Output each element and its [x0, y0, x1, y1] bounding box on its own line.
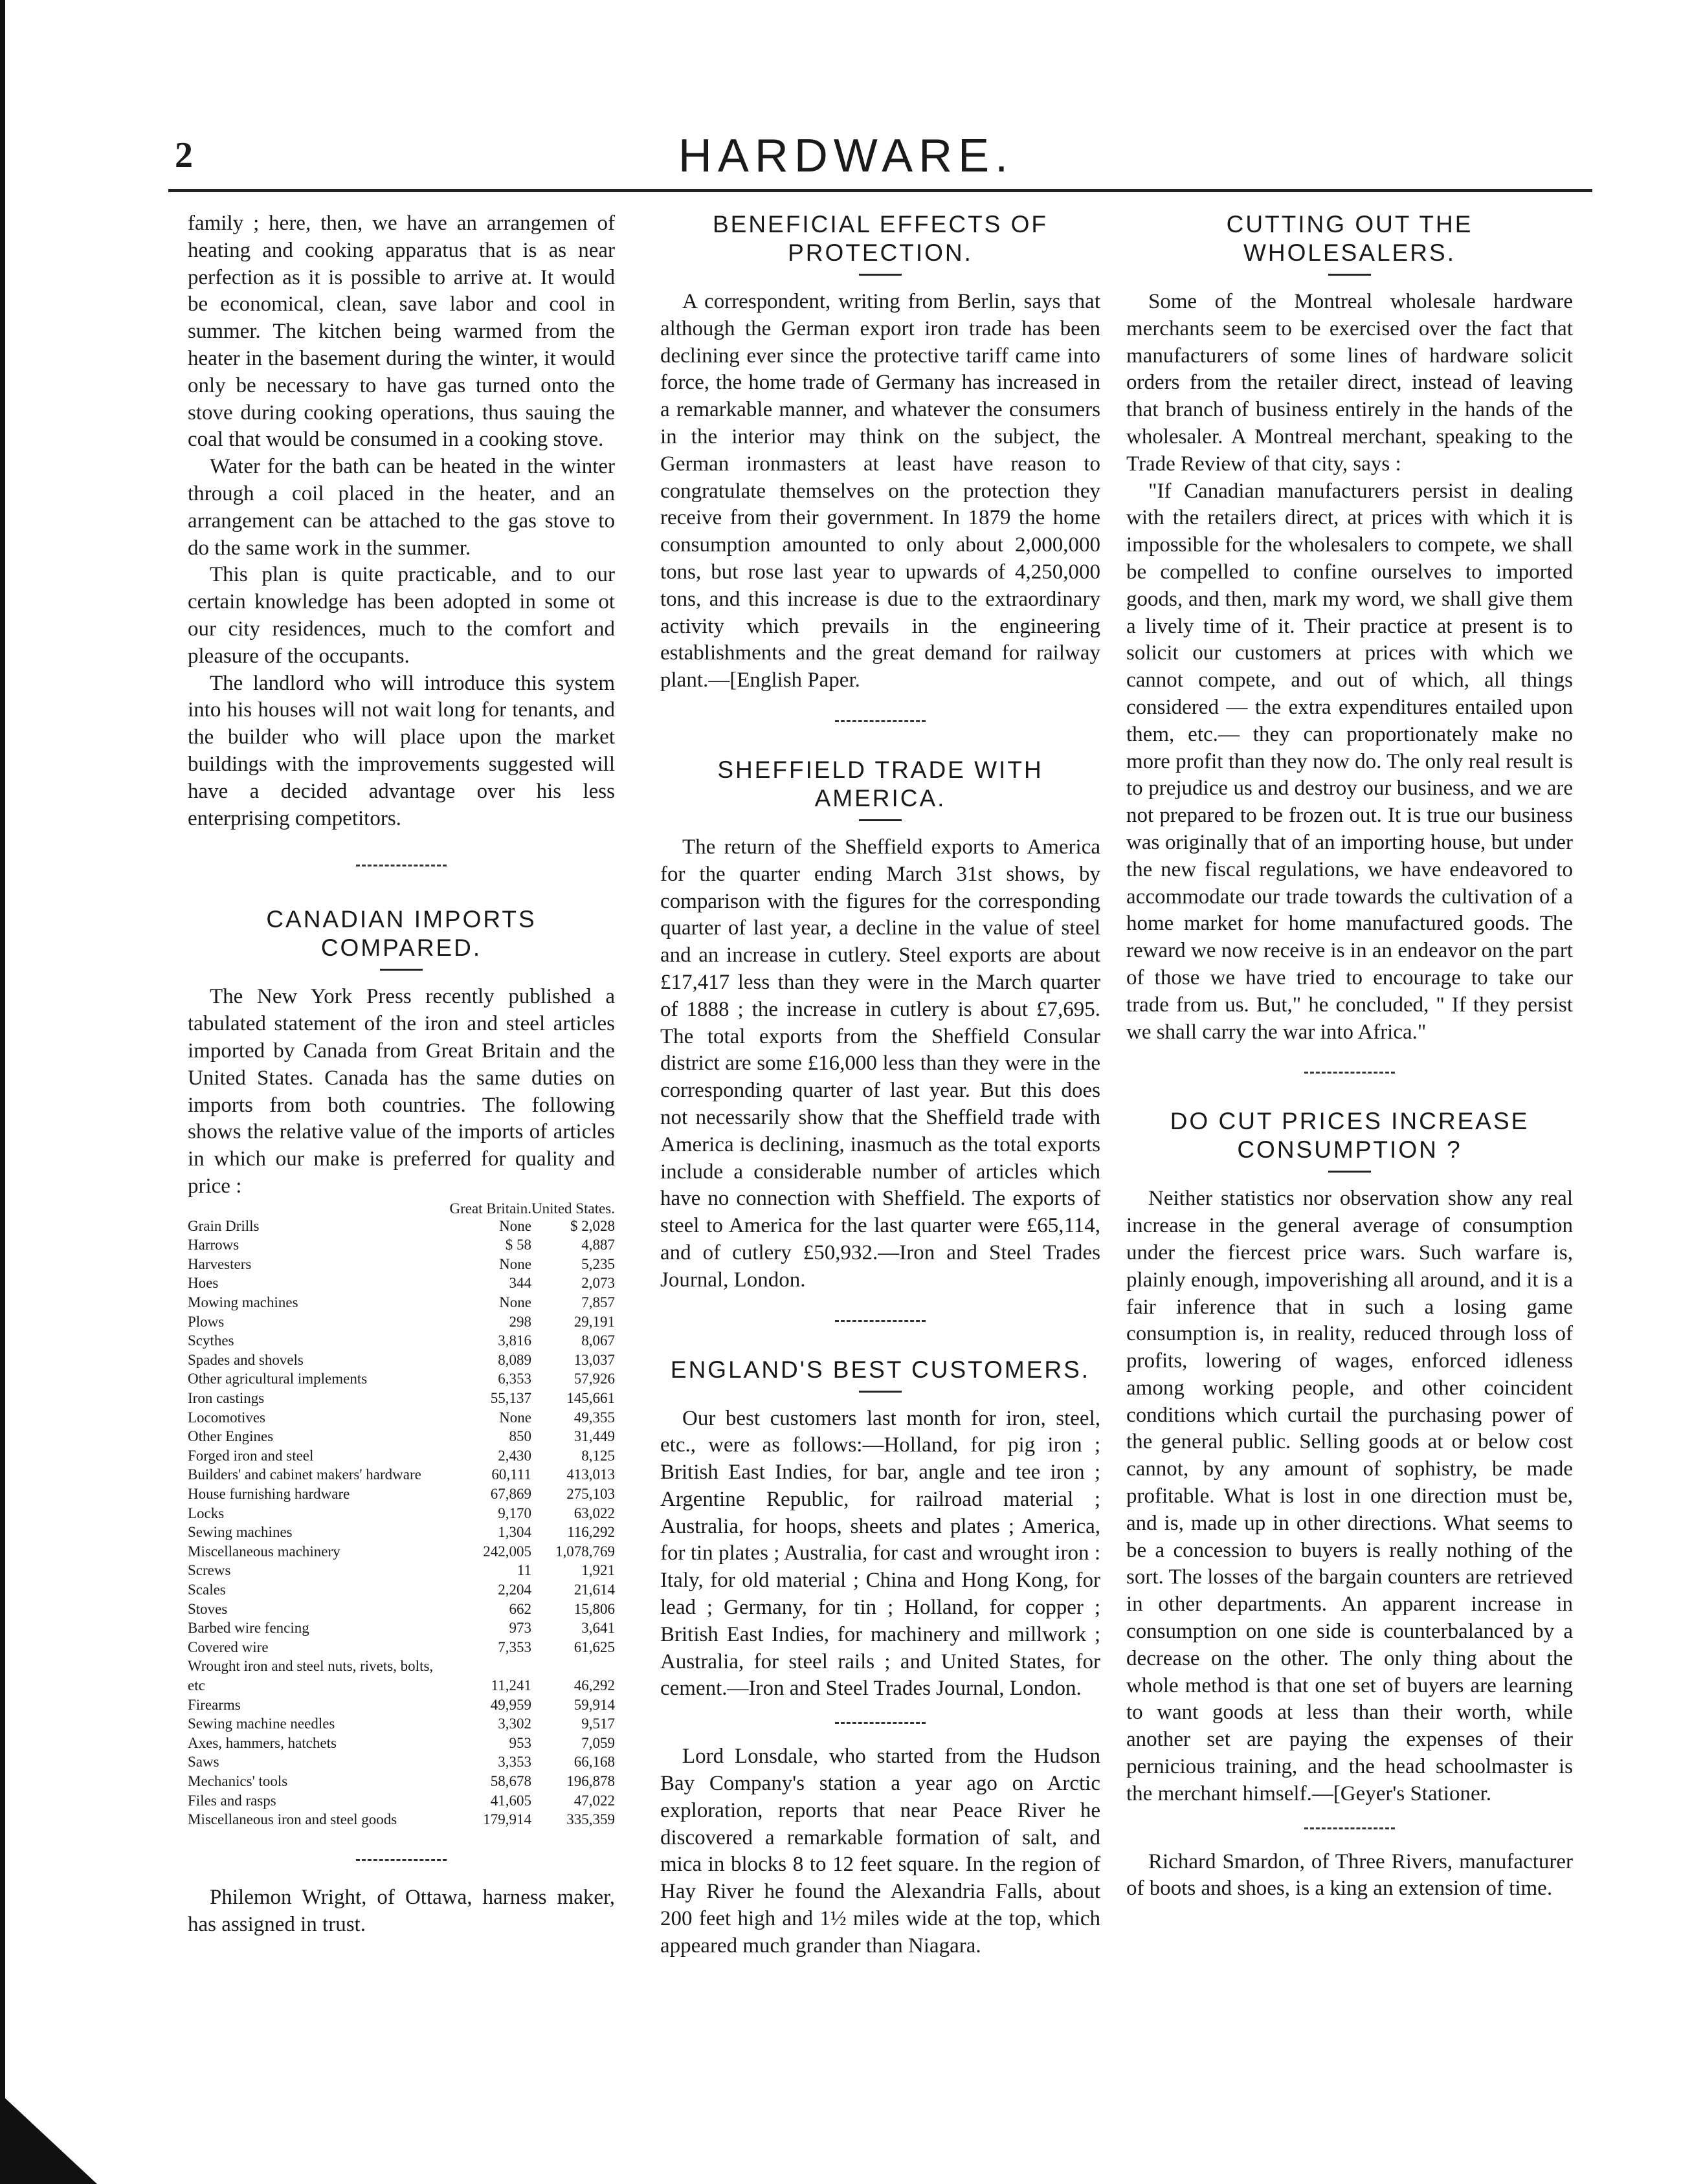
- article-paragraph: "If Canadian manufacturers persist in dealing with the retailers direct, at prices with which it is impossible for the wholesalers to compete, we shall be compelled to confine ourselves to imported goods, and then, mark my word, we shall give them a lively time of it. Their practice at present is to solicit our customers at prices with which we cannot compete, and out of which, all things considered — the extra expenditures entailed upon them, etc.— they can proportionately make no more profit than they now do. The only real result is to prejudice us and destroy our business, and we are not prepared to be frozen out. It is true our business was originally that of an importing house, but under the new fiscal regulations, we have endeavored to accommodate our trade towards the cultivation of a home market for home manufactured goods. The reward we now receive is in an endeavor on the part of those we have tried to encourage to take our trade from us. But," he concluded, " If they persist we shall carry the war into Africa.": [1126, 479, 1573, 1044]
- heading-dash: [1328, 1171, 1371, 1173]
- article-paragraph: A correspondent, writing from Berlin, says that although the German export iron trade has been declining ever since the protective tariff came into force, the home trade of Germany has increased in a remarkable manner, and whatever the consumers in the interior may think on the subject, the German ironmasters at least have reason to congratulate themselves on the protection they receive from their government. In 1879 the home consumption amounted to only about 2,000,000 tons, but rose last year to upwards of 4,250,000 tons, and this increase is due to the extraordinary activity which prevails in the engineering establishments and the great demand for railway plant.—[English Paper.: [660, 290, 1100, 692]
- cell-item: Screws: [188, 1562, 231, 1579]
- cell-great-britain: 8,089: [498, 1351, 531, 1368]
- cell-great-britain: 9,170: [498, 1505, 531, 1521]
- table-row: [188, 1427, 615, 1446]
- table-row: [188, 1657, 615, 1695]
- cell-item: Iron castings: [188, 1390, 265, 1407]
- cell-item: Harrows: [188, 1237, 239, 1253]
- table-row: [188, 1600, 615, 1619]
- cell-united-states: 7,857: [581, 1294, 615, 1311]
- heading-dash: [859, 1391, 902, 1393]
- table-row: [188, 1351, 615, 1370]
- article-paragraph: Some of the Montreal wholesale hardware merchants seem to be exercised over the fact that manufacturers of some lines of hardware solicit orders from the retailer direct, instead of leaving that branch of business entirely in the hands of the wholesaler. A Montreal merchant, speaking to the Trade Review of that city, says :: [1126, 290, 1573, 476]
- cell-united-states: 335,359: [566, 1811, 615, 1828]
- table-row: [188, 1772, 615, 1791]
- cell-great-britain: 41,605: [490, 1792, 531, 1809]
- cell-item: Locomotives: [188, 1409, 266, 1426]
- table-row: [188, 1293, 615, 1312]
- cell-great-britain: 242,005: [483, 1543, 531, 1560]
- article-paragraph: Richard Smardon, of Three Rivers, manufacturer of boots and shoes, is a king an extension of time.: [1126, 1849, 1573, 1901]
- table-row: [188, 1484, 615, 1504]
- cell-united-states: 1,078,769: [555, 1543, 615, 1560]
- cell-united-states: 1,921: [581, 1562, 615, 1579]
- article-paragraph: family ; here, then, we have an arrangemen of heating and cooking apparatus that is as near perfection as it is possible to arrive at. It would be economical, clean, save labor and cool in summer. The kitchen being warmed from the heater in the basement during the winter, it would only be necessary to have gas turned onto the stove during cooking operations, thus sauing the coal that would be consumed in a cooking stove.: [188, 212, 615, 452]
- cell-great-britain: 850: [509, 1428, 531, 1445]
- cell-great-britain: 179,914: [483, 1811, 531, 1828]
- cell-great-britain: 3,816: [498, 1332, 531, 1349]
- cell-great-britain: 344: [509, 1275, 531, 1292]
- table-row: [188, 1618, 615, 1638]
- cell-item: Miscellaneous iron and steel goods: [188, 1811, 397, 1828]
- article-paragraph: The return of the Sheffield exports to America for the quarter ending March 31st shows, by comparison with the figures for the corresponding quarter of last year, a decline in the value of steel and an increase in cutlery. Steel exports are about £17,417 less than they were in the March quarter of 1888 ; the increase in cutlery is about £7,695. The total exports from the Sheffield Consular district are some £16,000 less than they were in the corresponding quarter of last year. But this does not necessarily show that the Sheffield trade with America is declining, inasmuch as the total exports include a considerable number of articles which have no connection with Sheffield. The exports of steel to America for the last quarter were £65,114, and of cutlery £50,932.—Iron and Steel Trades Journal, London.: [660, 835, 1100, 1292]
- table-row: [188, 1235, 615, 1255]
- heading-cut-prices: DO CUT PRICES INCREASE CONSUMPTION ?: [1170, 1108, 1530, 1164]
- section-separator: [835, 1320, 926, 1322]
- cell-item: Miscellaneous machinery: [188, 1543, 340, 1560]
- heading-sheffield-trade: SHEFFIELD TRADE WITH AMERICA.: [717, 756, 1043, 811]
- cell-great-britain: 298: [509, 1313, 531, 1330]
- page-corner-shadow: [0, 2093, 97, 2184]
- cell-united-states: 29,191: [573, 1313, 615, 1330]
- cell-united-states: 31,449: [573, 1428, 615, 1445]
- cell-united-states: $ 2,028: [570, 1217, 615, 1234]
- heading-dash: [380, 969, 423, 971]
- table-row: [188, 1523, 615, 1542]
- article-paragraph: Water for the bath can be heated in the winter through a coil placed in the heater, and an arrangement can be attached to the gas stove to do the same work in the summer.: [188, 455, 615, 560]
- cell-item: Forged iron and steel: [188, 1447, 314, 1464]
- column-left: [188, 210, 615, 1938]
- cell-united-states: 46,292: [573, 1677, 615, 1693]
- cell-item: Other Engines: [188, 1428, 274, 1445]
- cell-great-britain: 662: [509, 1600, 531, 1617]
- table-row: [188, 1312, 615, 1332]
- cell-united-states: 9,517: [581, 1715, 615, 1732]
- table-header-row: [188, 1200, 615, 1217]
- cell-great-britain: None: [499, 1217, 531, 1234]
- article-paragraph: Neither statistics nor observation show any real increase in the general average of consumption under the fiercest price wars. Such warfare is, plainly enough, impoverishing all around, and it is a fair inference that in such a losing game consumption is, in reality, reduced through loss of profits, lowering of wages, enforced idleness among working people, and other coincident conditions which curtail the purchasing power of the general public. Selling goods at or below cost cannot, by any amount of sophistry, be made profitable. What is lost in one direction must be, and is, made up in other directions. What seems to be a concession to buyers is really nothing of the sort. The losses of the bargain counters are retrieved in other departments. An apparent increase in consumption on one side is counterbalanced by a decrease on the other. The only thing about the whole method is that one set of buyers are learning to want goods at less than their worth, while another set are paying the expenses of their pernicious training, and the head schoolmaster is the merchant himself.—[Geyer's Stationer.: [1126, 1187, 1573, 1805]
- heading-cutting-wholesalers: CUTTING OUT THE WHOLESALERS.: [1226, 211, 1473, 266]
- publication-title: HARDWARE.: [678, 130, 1014, 182]
- cell-item: Hoes: [188, 1275, 219, 1292]
- cell-item: Locks: [188, 1505, 225, 1521]
- column-middle: [660, 210, 1100, 1960]
- cell-united-states: 63,022: [573, 1505, 615, 1521]
- cell-great-britain: 58,678: [490, 1772, 531, 1789]
- table-row: [188, 1638, 615, 1657]
- cell-great-britain: 3,302: [498, 1715, 531, 1732]
- table-row: [188, 1561, 615, 1580]
- section-separator: [1304, 1827, 1395, 1829]
- table-row: [188, 1274, 615, 1293]
- cell-united-states: 5,235: [581, 1255, 615, 1272]
- table-row: [188, 1810, 615, 1829]
- table-row: [188, 1446, 615, 1466]
- table-row: [188, 1504, 615, 1523]
- column-header-great-britain: Great Britain.: [449, 1200, 531, 1217]
- cell-united-states: 275,103: [566, 1486, 615, 1503]
- cell-item: Files and rasps: [188, 1792, 276, 1809]
- article-paragraph: The New York Press recently published a tabulated statement of the iron and steel articles imported by Canada from Great Britain and the United States. Canada has the same duties on imports from both countries. The following shows the relative value of the imports of articles in which our make is preferred for quality and price :: [188, 985, 615, 1198]
- cell-united-states: 413,013: [566, 1466, 615, 1483]
- heading-canadian-imports: CANADIAN IMPORTS COMPARED.: [266, 906, 537, 962]
- cell-united-states: 145,661: [566, 1390, 615, 1407]
- masthead-rule: [168, 189, 1592, 192]
- cell-item: Scythes: [188, 1332, 234, 1349]
- cell-item: Mechanics' tools: [188, 1772, 288, 1789]
- cell-united-states: 3,641: [581, 1620, 615, 1637]
- cell-great-britain: 1,304: [498, 1524, 531, 1541]
- cell-united-states: 13,037: [573, 1351, 615, 1368]
- table-row: [188, 1389, 615, 1408]
- cell-item: Axes, hammers, hatchets: [188, 1734, 337, 1751]
- table-row: [188, 1580, 615, 1600]
- column-right: [1126, 210, 1573, 1903]
- cell-item: House furnishing hardware: [188, 1486, 350, 1503]
- cell-item: Saws: [188, 1754, 219, 1770]
- table-row: [188, 1465, 615, 1484]
- table-row: [188, 1734, 615, 1753]
- table-row: [188, 1542, 615, 1561]
- cell-item: Stoves: [188, 1600, 228, 1617]
- cell-united-states: 66,168: [573, 1754, 615, 1770]
- section-separator: [835, 720, 926, 722]
- article-paragraph: Our best customers last month for iron, steel, etc., were as follows:—Holland, for pig iron ; British East Indies, for bar, angle and tee iron ; Argentine Republic, for railroad material ; Australia, for hoops, sheets and plates ; America, for tin plates ; Australia, for cast and wrought iron : Italy, for old material ; China and Hong Kong, for lead ; Germany, for tin ; Holland, for copper ; British East Indies, for machinery and millwork ; Australia, for steel rails ; and United States, for cement.—Iron and Steel Trades Journal, London.: [660, 1406, 1100, 1701]
- cell-great-britain: 3,353: [498, 1754, 531, 1770]
- cell-united-states: 59,914: [573, 1696, 615, 1713]
- column-header-united-states: United States.: [531, 1200, 615, 1217]
- cell-item: Wrought iron and steel nuts, rivets, bolts, etc: [188, 1658, 434, 1693]
- heading-dash: [859, 274, 902, 276]
- imports-table: [188, 1200, 615, 1829]
- heading-dash: [1328, 274, 1371, 276]
- cell-united-states: 47,022: [573, 1792, 615, 1809]
- cell-item: Harvesters: [188, 1255, 252, 1272]
- table-row: [188, 1255, 615, 1274]
- article-paragraph: Philemon Wright, of Ottawa, harness maker, has assigned in trust.: [188, 1885, 615, 1936]
- table-row: [188, 1331, 615, 1351]
- cell-item: Sewing machine needles: [188, 1715, 335, 1732]
- cell-great-britain: 7,353: [498, 1638, 531, 1655]
- cell-great-britain: 67,869: [490, 1486, 531, 1503]
- cell-item: Scales: [188, 1581, 226, 1598]
- cell-united-states: 49,355: [573, 1409, 615, 1426]
- cell-item: Firearms: [188, 1696, 241, 1713]
- section-separator: [356, 865, 447, 866]
- cell-item: Builders' and cabinet makers' hardware: [188, 1466, 421, 1483]
- cell-great-britain: None: [499, 1294, 531, 1311]
- cell-great-britain: None: [499, 1255, 531, 1272]
- table-row: [188, 1714, 615, 1734]
- cell-item: Spades and shovels: [188, 1351, 304, 1368]
- section-separator: [1304, 1072, 1395, 1074]
- cell-united-states: 21,614: [573, 1581, 615, 1598]
- cell-united-states: 2,073: [581, 1275, 615, 1292]
- article-paragraph: Lord Lonsdale, who started from the Hudson Bay Company's station a year ago on Arctic exploration, reports that near Peace River he discovered a remarkable formation of salt, and mica in blocks 8 to 12 feet square. In the region of Hay River he found the Alexandria Falls, about 200 feet high and 1½ miles wide at the top, which appeared much grander than Niagara.: [660, 1745, 1100, 1958]
- cell-great-britain: 953: [509, 1734, 531, 1751]
- cell-item: Plows: [188, 1313, 225, 1330]
- cell-great-britain: 11: [517, 1562, 531, 1579]
- cell-great-britain: None: [499, 1409, 531, 1426]
- table-row: [188, 1791, 615, 1811]
- cell-united-states: 8,067: [581, 1332, 615, 1349]
- section-separator: [835, 1722, 926, 1724]
- cell-great-britain: 6,353: [498, 1371, 531, 1387]
- table-row: [188, 1408, 615, 1428]
- cell-united-states: 15,806: [573, 1600, 615, 1617]
- heading-dash: [859, 819, 902, 821]
- cell-great-britain: $ 58: [505, 1237, 531, 1253]
- scan-edge: [0, 0, 5, 2184]
- cell-united-states: 8,125: [581, 1447, 615, 1464]
- heading-beneficial-effects: BENEFICIAL EFFECTS OF PROTECTION.: [712, 211, 1049, 266]
- section-separator: [356, 1859, 447, 1861]
- table-row: [188, 1695, 615, 1715]
- cell-great-britain: 49,959: [490, 1696, 531, 1713]
- cell-item: Barbed wire fencing: [188, 1620, 309, 1637]
- cell-united-states: 57,926: [573, 1371, 615, 1387]
- table-row: [188, 1369, 615, 1389]
- cell-item: Mowing machines: [188, 1294, 298, 1311]
- cell-item: Grain Drills: [188, 1217, 260, 1234]
- cell-item: Sewing machines: [188, 1524, 293, 1541]
- cell-great-britain: 2,204: [498, 1581, 531, 1598]
- table-row: [188, 1752, 615, 1772]
- cell-great-britain: 2,430: [498, 1447, 531, 1464]
- cell-great-britain: 11,241: [491, 1677, 531, 1693]
- cell-item: Covered wire: [188, 1638, 269, 1655]
- cell-great-britain: 60,111: [491, 1466, 531, 1483]
- table-row: [188, 1217, 615, 1236]
- page-number: 2: [175, 135, 193, 175]
- cell-great-britain: 55,137: [490, 1390, 531, 1407]
- cell-united-states: 61,625: [573, 1638, 615, 1655]
- cell-united-states: 4,887: [581, 1237, 615, 1253]
- cell-item: Other agricultural implements: [188, 1371, 368, 1387]
- article-paragraph: The landlord who will introduce this system into his houses will not wait long for tenants, and the builder who will place upon the market buildings with the improvements suggested will have a decided advantage over his less enterprising competitors.: [188, 671, 615, 830]
- heading-englands-customers: ENGLAND'S BEST CUSTOMERS.: [670, 1356, 1091, 1383]
- cell-united-states: 196,878: [566, 1772, 615, 1789]
- article-paragraph: This plan is quite practicable, and to our certain knowledge has been adopted in some ot our city residences, much to the comfort and pleasure of the occupants.: [188, 563, 615, 668]
- cell-united-states: 7,059: [581, 1734, 615, 1751]
- cell-united-states: 116,292: [567, 1524, 615, 1541]
- cell-great-britain: 973: [509, 1620, 531, 1637]
